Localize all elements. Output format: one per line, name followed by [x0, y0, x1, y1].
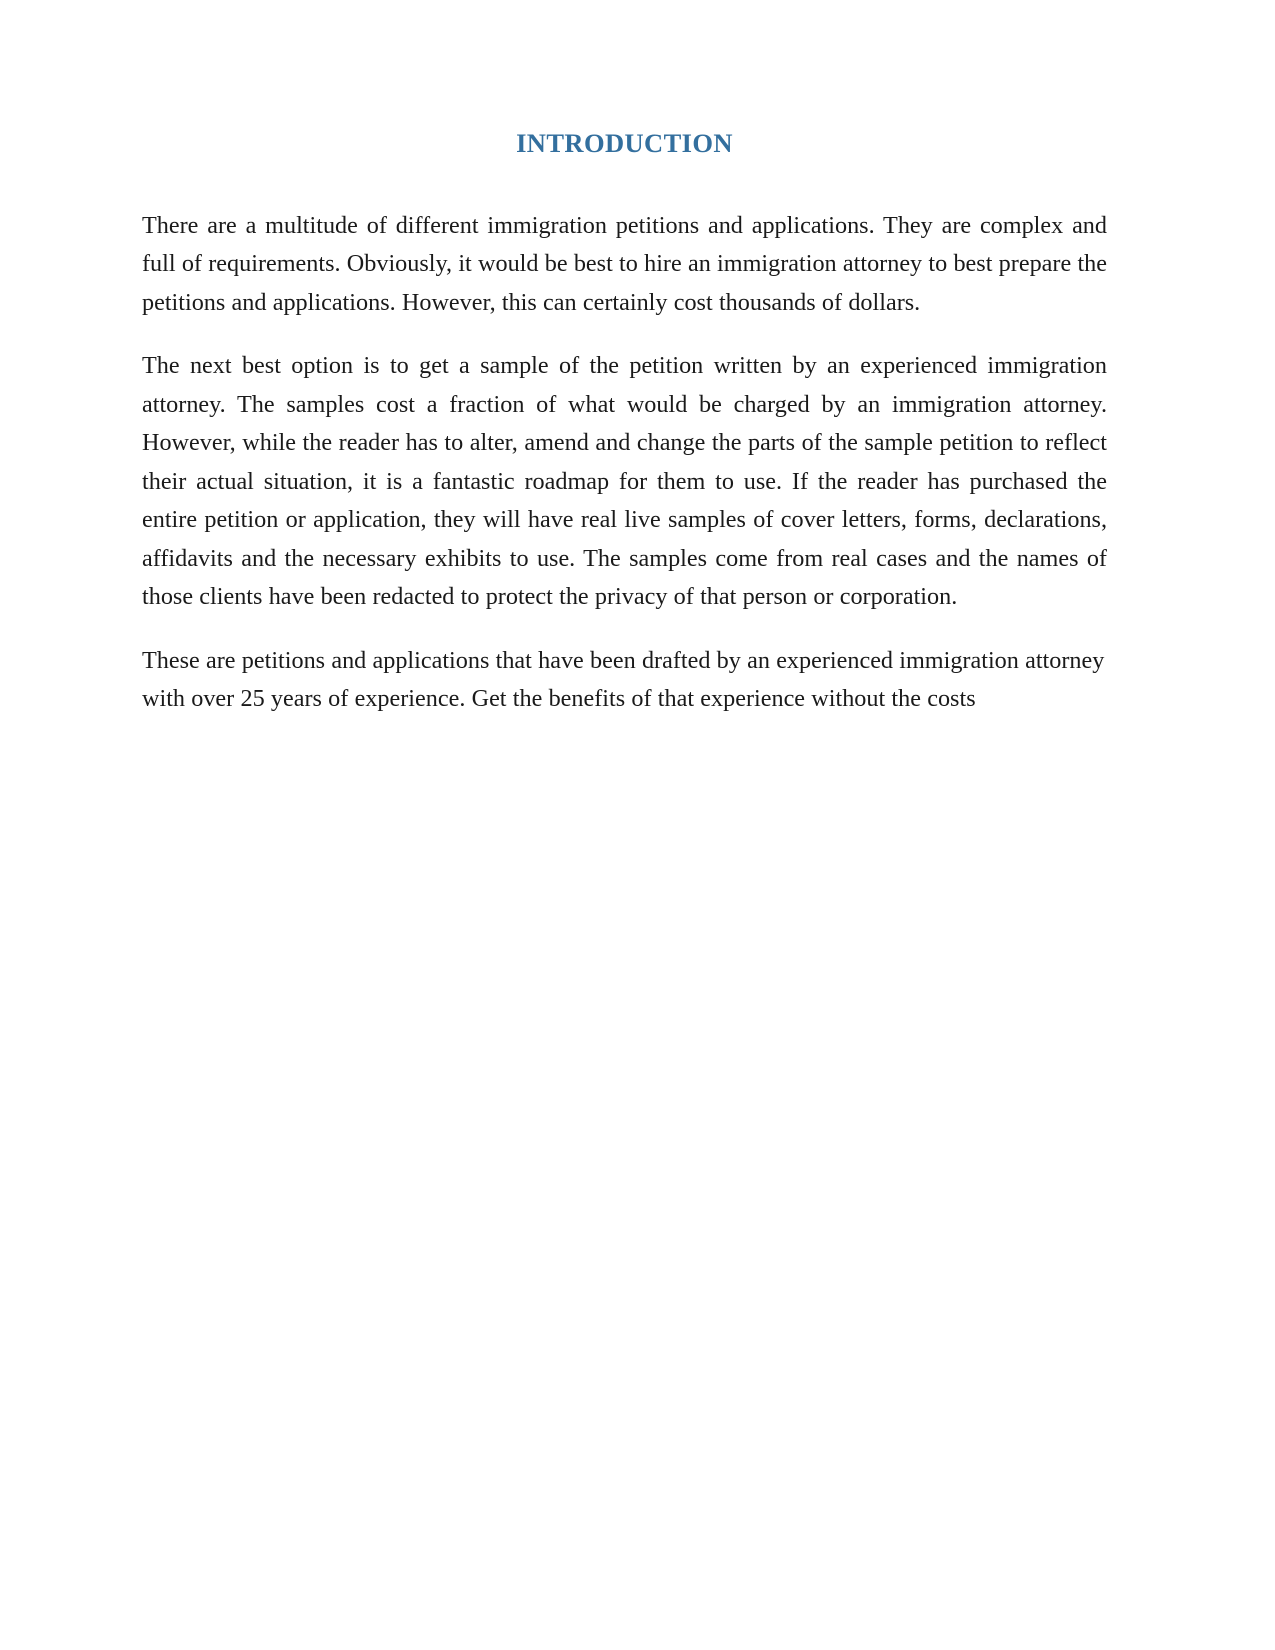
document-content — [142, 128, 1107, 719]
body-paragraph: There are a multitude of different immigration petitions and applications. They are complex and full of requirements. Obviously, it would be best to hire an immigration attorney to best prepare the petitions and applications. However, this can certainly cost thousands of dollars. — [142, 211, 1107, 316]
body-paragraph: The next best option is to get a sample of the petition written by an experienced immigration attorney. The samples cost a fraction of what would be charged by an immigration attorney. However, while the reader has to alter, amend and change the parts of the sample petition to reflect their actual situation, it is a fantastic roadmap for them to use. If the reader has purchased the entire petition or application, they will have real live samples of cover letters, forms, declarations, affidavits and the necessary exhibits to use. The samples come from real cases and the names of those clients have been redacted to protect the privacy of that person or corporation. — [142, 352, 1107, 611]
page-title: INTRODUCTION — [516, 128, 733, 158]
body-paragraph: These are petitions and applications that have been drafted by an experienced immigration attorney with over 25 years of experience. Get the benefits of that experience without the costs — [142, 646, 1105, 713]
